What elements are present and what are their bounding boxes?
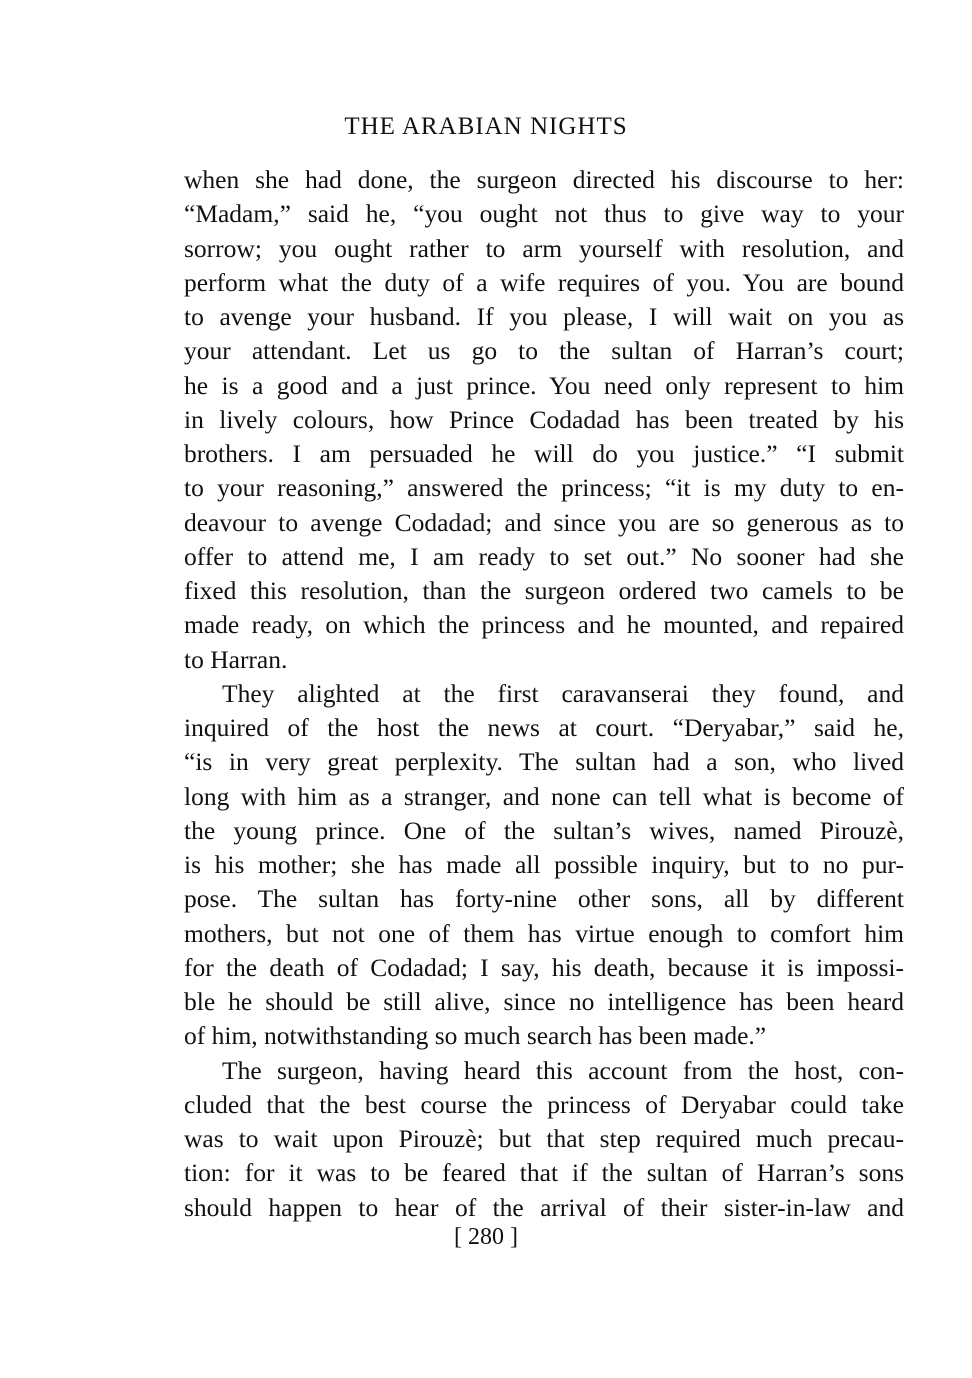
text-line: made ready, on which the princess and he mounted, and repaired	[184, 610, 904, 640]
text-line: tion: for it was to be feared that if the sultan of Harran’s sons	[184, 1158, 904, 1188]
text-line: deavour to avenge Codadad; and since you are so generous as to	[184, 507, 904, 537]
text-line: when she had done, the surgeon directed his discourse to her:	[184, 165, 904, 194]
text-line: perform what the duty of a wife requires of you. You are bound	[184, 267, 904, 297]
text-line: he is a good and a just prince. You need only represent to him	[184, 370, 904, 400]
text-line: for the death of Codadad; I say, his death, because it is impossi-	[184, 952, 904, 982]
text-line: to Harran.	[184, 644, 288, 674]
text-line: to avenge your husband. If you please, I will wait on you as	[184, 302, 904, 331]
text-line: “Madam,” said he, “you ought not thus to give way to your	[184, 199, 904, 229]
text-line: cluded that the best course the princess of Deryabar could take	[184, 1089, 904, 1119]
page-body	[184, 163, 904, 1225]
text-line: was to wait upon Pirouzè; but that step required much precau-	[184, 1124, 904, 1153]
text-line: the young prince. One of the sultan’s wives, named Pirouzè,	[184, 815, 904, 845]
running-title: THE ARABIAN NIGHTS	[344, 113, 628, 140]
text-line: They alighted at the first caravanserai they found, and	[222, 678, 904, 708]
text-line: brothers. I am persuaded he will do you justice.” “I submit	[184, 439, 904, 468]
text-line: ble he should be still alive, since no intelligence has been heard	[184, 987, 904, 1016]
text-line: in lively colours, how Prince Codadad has been treated by his	[184, 404, 904, 434]
text-line: fixed this resolution, than the surgeon ordered two camels to be	[184, 576, 904, 605]
text-line: long with him as a stranger, and none can tell what is become of	[184, 781, 904, 811]
page-number: [ 280 ]	[454, 1224, 518, 1250]
text-line: sorrow; you ought rather to arm yourself with resolution, and	[184, 233, 904, 263]
text-line: to your reasoning,” answered the princess; “it is my duty to en-	[184, 473, 904, 503]
text-line: The surgeon, having heard this account from the host, con-	[222, 1055, 904, 1085]
text-line: should happen to hear of the arrival of their sister-in-law and	[184, 1192, 904, 1222]
text-line: your attendant. Let us go to the sultan of Harran’s court;	[184, 336, 904, 366]
text-line: offer to attend me, I am ready to set out.” No sooner had she	[184, 541, 904, 571]
text-line: is his mother; she has made all possible inquiry, but to no pur-	[184, 850, 904, 879]
text-line: pose. The sultan has forty-nine other sons, all by different	[184, 884, 904, 914]
text-line: “is in very great perplexity. The sultan had a son, who lived	[184, 747, 904, 777]
text-line: inquired of the host the news at court. “Deryabar,” said he,	[184, 713, 904, 742]
text-line: mothers, but not one of them has virtue enough to comfort him	[184, 918, 904, 948]
text-line: of him, notwithstanding so much search has been made.”	[184, 1021, 767, 1051]
